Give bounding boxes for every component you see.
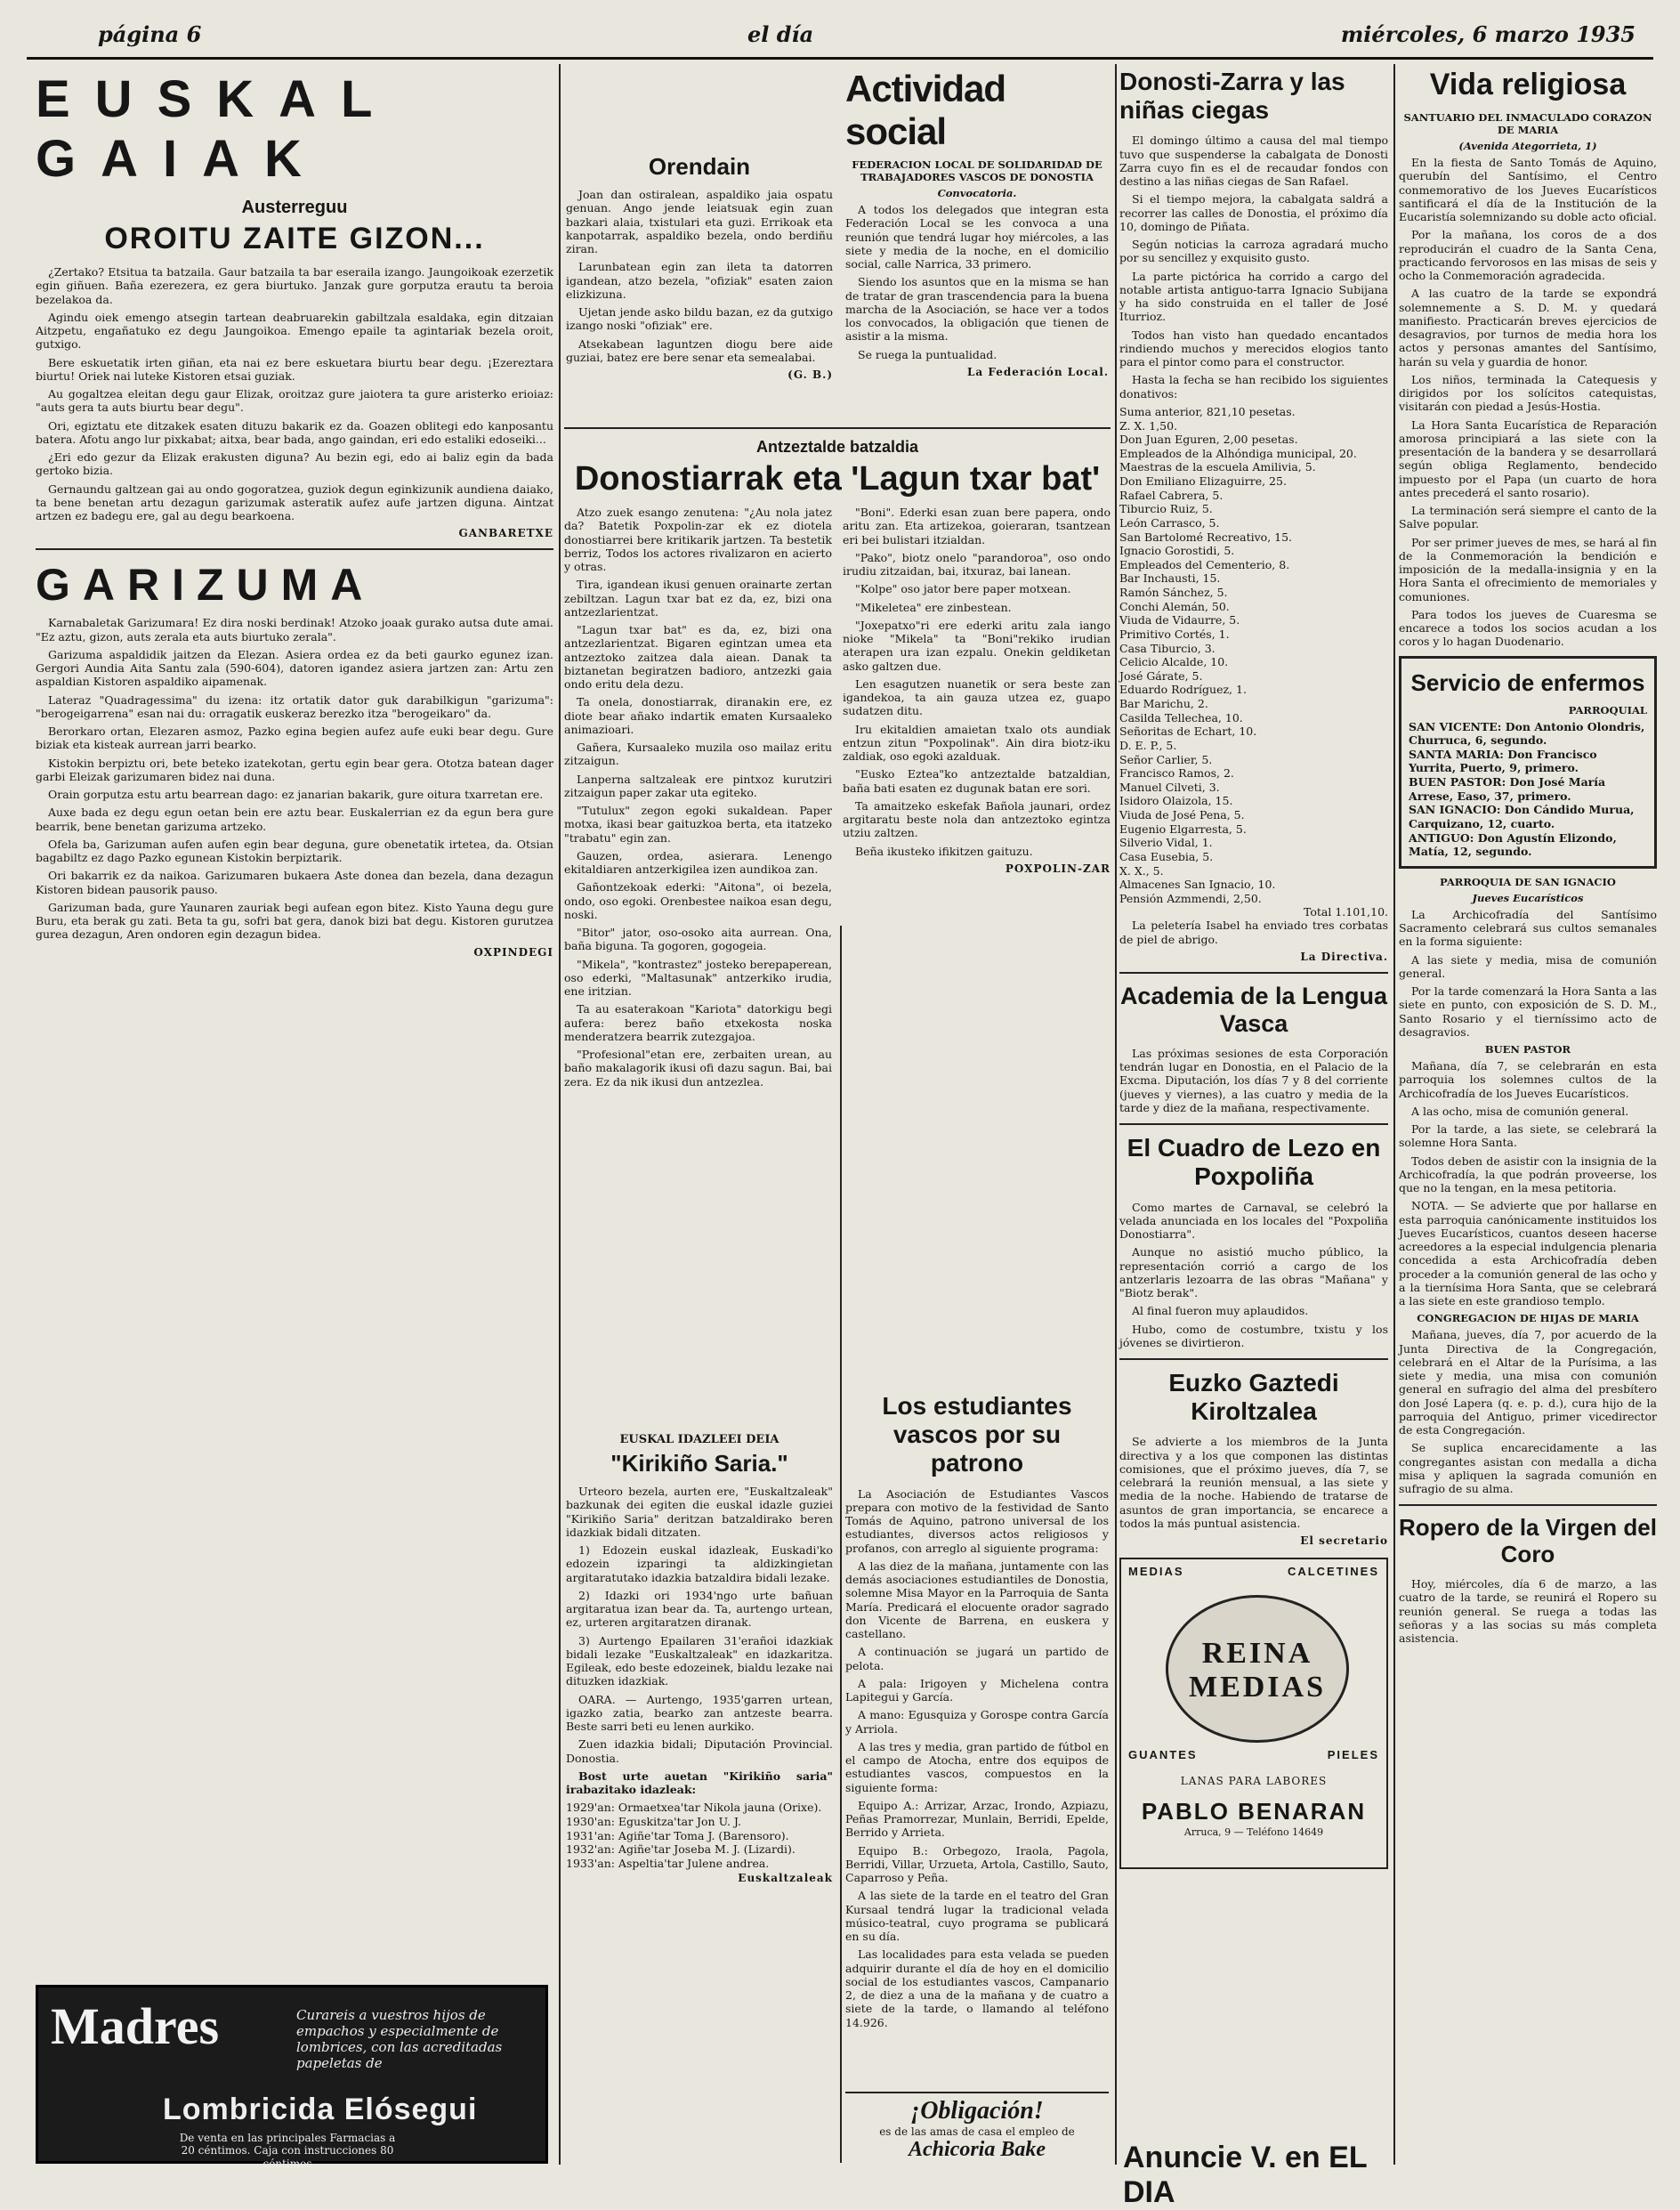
article-byline: Austerreguu: [241, 198, 348, 217]
list-item: Pensión Azmmendi, 2,50.: [1119, 891, 1262, 905]
article-headline: El Cuadro de Lezo en Poxpoliña: [1127, 1134, 1381, 1191]
paragraph: "Boni". Ederki esan zuan bere papera, ondo aritu zan. Eta artizekoa, goieraran, tsantzean eri bei bulistari itzialdan.: [843, 506, 1111, 546]
article-kicker: FEDERACION LOCAL DE SOLIDARIDAD DE TRABAJADORES VASCOS DE DONOSTIA: [852, 158, 1102, 183]
paragraph: Atsekabean laguntzen diogu bere aide guziai, batez ere bere senar eta semealabai.: [566, 336, 833, 364]
anuncie-banner: Anuncie V. en EL DIA: [1123, 2141, 1367, 2209]
left-column: [564, 506, 832, 1093]
list-item: Señor Carlier, 5.: [1119, 752, 1213, 766]
paragraph: Todos han visto han quedado encantados rindiendo muchos y merecidos elogios tanto para el pintor como para el constructor.: [1119, 328, 1388, 369]
article-kicker: SANTUARIO DEL INMACULADO CORAZON DE MARIA: [1403, 111, 1652, 137]
list-item: 1929'an: Ormaetxea'tar Nikola jauna (Orixe).: [566, 1801, 822, 1815]
paragraph: Kistokin berpiztu ori, bete beteko izatekotan, gertu egin bear gera. Ototza batean dager garbi Eleizak garizumaren bidez nai duna.: [36, 756, 553, 783]
paragraph: "Eusko Eztea"ko antzeztalde batzaldian, baña bati esaten ez dugunak batan ere sori.: [843, 767, 1111, 795]
article-signature: La Directiva.: [1300, 950, 1388, 963]
paragraph: Siendo los asuntos que en la misma se han de tratar de gran trascendencia para la buena marcha de la Asociación, se hace ver a todos los convocados, la obligación que tienen de asistir a la misma.: [845, 275, 1109, 344]
list-item: Celicio Alcalde, 10.: [1119, 655, 1229, 669]
list-item: Casa Eusebia, 5.: [1119, 849, 1214, 863]
article-headline: Los estudiantes vascos por su patrono: [882, 1392, 1072, 1477]
ad-text: es de las amas de casa el empleo de: [879, 2125, 1075, 2138]
list-item: Casa Tiburcio, 3.: [1119, 641, 1216, 655]
paragraph: Ujetan jende asko bildu bazan, ez da gutxigo izango noski "ofiziak" ere.: [566, 305, 833, 333]
column-four: [1119, 64, 1388, 2174]
ad-brand: Achicoria Bake: [909, 2138, 1046, 2161]
list-item: Manuel Cilveti, 3.: [1119, 780, 1220, 794]
winners-list: [566, 1801, 833, 1870]
paragraph: Como martes de Carnaval, se celebró la velada anunciada en los locales del "Poxpoliña Donostiarra".: [1119, 1200, 1388, 1242]
list-item: Isidoro Olaizola, 15.: [1119, 794, 1233, 808]
list-item: Don Emiliano Elizaguirre, 25.: [1119, 474, 1287, 488]
paragraph: En la fiesta de Santo Tomás de Aquino, querubín del Santísimo, el Centro conmemorativo de los Jueves Eucarísticos santificará el día de la Institución de la Eucaristía solemnizando su doble acto oficial.: [1399, 156, 1657, 224]
paragraph: La Archicofradía del Santísimo Sacramento celebrará sus cultos semanales en la forma siguiente:: [1399, 907, 1657, 949]
paragraph: La peletería Isabel ha enviado tres corbatas de piel de abrigo.: [1119, 919, 1388, 946]
paragraph: Atzo zuek esango zenutena: "¿Au nola jatez da? Batetik Poxpolin-zar ek ez diotela donostiarrei bere kritikarik jartzen. Ta bestetik berriz, Todos los actores rivalizaron en acierto y otras.: [564, 506, 832, 573]
paragraph: 3) Aurtengo Epailaren 31'erañoi idazkiak bidali lezake "Euskaltzaleak" en idazkaritza. Egileak, edo beste edozeinek, bialdu lezake nai dituzken idazkiak.: [566, 1633, 833, 1688]
list-item: San Bartolomé Recreativo, 15.: [1119, 530, 1293, 544]
newspaper-name: el día: [747, 21, 814, 47]
paragraph: "Mikela", "kontrastez" josteko berepaperean, oso ederki, "Maltasunak" antzerkiko irudia, ene iritzian.: [564, 957, 832, 998]
paragraph: Todos deben de asistir con la insignia de la Archicofradía, la que podrán proveerse, los que no la tengan, en la mesa petitoria.: [1399, 1154, 1657, 1195]
list-item: Bar Inchausti, 15.: [1119, 571, 1221, 586]
divider: [1119, 1358, 1388, 1360]
list-item: Empleados del Cementerio, 8.: [1119, 557, 1290, 571]
box-kicker: PARROQUIAL: [1568, 703, 1647, 716]
column-rule: [1393, 64, 1395, 2165]
paragraph: Lanperna saltzaleak ere pintxoz kurutziri zitzaigun paper zakar uta egiteko.: [564, 772, 832, 799]
paragraph: Ori bakarrik ez da naikoa. Garizumaren bukaera Aste donea dan bezela, dana dezagun Kistoren bidean pausorik pauso.: [36, 869, 553, 896]
ad-brand: Lombricida Elósegui: [163, 2093, 478, 2126]
column-euskal-gaiak: [36, 64, 553, 1978]
paragraph: Orain gorputza estu artu bearrean dago: ez janarian bakarik, gure oitura txarretan ere.: [48, 788, 544, 801]
list-item: Viuda de Vidaurre, 5.: [1119, 613, 1240, 627]
paragraph: Gernaundu galtzean gai au ondo gogoratzea, guziok degun eginkizunik aundiena daiako, ta bene benetan artu dezagun garizumak asteratik aufez aufe jartzen diguna. Aintzat artzen ez badegu ere, gal au degu bearkoena.: [36, 482, 553, 522]
paragraph: Se suplica encarecidamente a las congregantes asistan con medalla a dicha misa y apliquen la sagrada comunión en sufragio de su alma.: [1399, 1441, 1657, 1496]
paragraph: Si el tiempo mejora, la cabalgata saldrá a recorrer las calles de Donostia, el próximo día 10, domingo de Piñata.: [1119, 192, 1388, 233]
paragraph: A las ocho, misa de comunión general.: [1411, 1104, 1629, 1118]
article-headline: Orendain: [648, 153, 751, 180]
list-item: Empleados de la Alhóndiga municipal, 20.: [1119, 446, 1357, 460]
list-item: Z. X. 1,50.: [1119, 418, 1178, 433]
list-item: Silverio Vidal, 1.: [1119, 836, 1213, 850]
ad-headline: ¡Obligación!: [910, 2097, 1044, 2125]
list-item: 1933'an: Aspeltia'tar Julene andrea.: [566, 1856, 770, 1870]
article-signature: El secretario: [1300, 1534, 1388, 1548]
paragraph: A las tres y media, gran partido de fútbol en el campo de Atocha, entre dos equipos de estudiantes vascos, compuestos en la siguiente forma:: [845, 1739, 1109, 1794]
list-item: Almacenes San Ignacio, 10.: [1119, 878, 1276, 892]
paragraph: Bost urte auetan "Kirikiño saria" irabazitako idazleak:: [566, 1769, 833, 1796]
paragraph: Los niños, terminada la Catequesis y dirigidos por los solícitos catequistas, visitarán con piedad a Jesús-Hostia.: [1399, 372, 1657, 414]
list-item: Maestras de la escuela Amilivia, 5.: [1119, 460, 1316, 474]
two-column-body: [564, 506, 1111, 1093]
paragraph: Al final fueron muy aplaudidos.: [1132, 1304, 1309, 1318]
article-body: [36, 616, 553, 941]
paragraph: "Joxepatxo"ri ere ederki aritu zala iango nioke "Mikela" ta "Boni"rekiko irudian aterapen ura izan ezpalu. Onekin geldiketan asko galtzen due.: [843, 618, 1111, 673]
list-item: Primitivo Cortés, 1.: [1119, 627, 1230, 641]
list-item: Ignacio Gorostidi, 5.: [1119, 544, 1235, 558]
paragraph: Garizuma aspaldidik jaitzen da Elezan. Asiera ordea ez da beti gaurko egunez izan. Gergori Aundia Aita Santu zala (590-604), datoren igandez asiera jartzen zan: Artu zen aspaldian Kistoren aspaldiko aipamenak.: [36, 647, 553, 689]
paragraph: Las localidades para esta velada se pueden adquirir durante el día de hoy en el domicilio social de los estudiantes vascos, Campanario 2, de diez a una de la mañana y de cuatro a siete de la tarde, o llamando al teléfono 14.926.: [845, 1947, 1109, 2029]
paragraph: Larunbatean egin zan ileta ta datorren igandean, atzo bezela, "ofiziak" esaten zaion elizkizuna.: [566, 260, 833, 301]
paragraph: A pala: Irigoyen y Michelena contra Lapitegui y García.: [845, 1676, 1109, 1704]
article-headline: Actividad social: [845, 68, 1006, 152]
paragraph: Las próximas sesiones de esta Corporación tendrán lugar en Donostia, en el Palacio de la Excma. Diputación, los días 7 y 8 del corriente (jueves y viernes), a las cuatro y media de la tarde y diez de la mañana, respectivamente.: [1119, 1046, 1388, 1114]
paragraph: Tira, igandean ikusi genuen orainarte zertan zebiltzan. Lagun txar bat ez da, ez, bizi ona antzezlarientzat.: [564, 578, 832, 619]
paragraph: "Profesional"etan ere, zerbaiten urean, au baño makalagorik ikusi ofi dazu sagun. Bai, bai zera. Ez da nik ikusi dun antzezlea.: [564, 1048, 832, 1089]
paragraph: "Mikeletea" ere zinbestean.: [855, 600, 1012, 614]
article-signature: POXPOLIN-ZAR: [1005, 862, 1111, 875]
list-item: Don Juan Eguren, 2,00 pesetas.: [1119, 433, 1298, 447]
ad-text: LANAS PARA LABORES: [1180, 1775, 1328, 1788]
list-item: X. X., 5.: [1119, 863, 1164, 878]
paragraph: Zuen idazkia bidali; Diputación Provincial. Donostia.: [566, 1737, 833, 1765]
article-donostiarrak: [564, 427, 1111, 1388]
ad-footnote: De venta en las principales Farmacias a 20 céntimos. Caja con instrucciones 80 céntimos: [179, 2132, 396, 2170]
paragraph: Len esagutzen nuanetik or sera beste zan igandekoa, ta ain gauza utzea ez, guapo sudatzen ditu.: [843, 676, 1111, 718]
list-item: Señoritas de Echart, 10.: [1119, 725, 1257, 739]
paragraph: Ta onela, donostiarrak, diranakin ere, ez diote bear añako indartik ematen Kursaaleko animazioari.: [564, 695, 832, 736]
list-item: SAN IGNACIO: Don Cándido Murua, Carquizano, 12, cuarto.: [1409, 803, 1635, 830]
article-estudiantes: [845, 1388, 1109, 2092]
paragraph: Gañontzekoak ederki: "Aitona", oi bezela, ondo, oso egoki. Orenbestee naikoa esan degu, noski.: [564, 880, 832, 921]
list-item: 1931'an: Agiñe'tar Toma J. (Barensoro).: [566, 1828, 789, 1842]
paragraph: NOTA. — Se advierte que por hallarse en esta parroquia canónicamente instituidos los Jueves Eucarísticos, cuantos deseen hacerse acreedores a la especial indulgencia plenaria concedida a esta Archicofradía deben proceder a la comunión general de las ocho y a la tiernísima Hora Santa, que se celebrará a las siete en este grandioso templo.: [1399, 1199, 1657, 1308]
masthead: [27, 18, 1653, 60]
column-rule: [1115, 64, 1117, 2165]
list-item: Casilda Tellechea, 10.: [1119, 710, 1243, 725]
paragraph: Au gogaltzea eleitan degu gaur Elizak, oroitzaz gure jaiotera ta gure aristerko erioiaz: "auts gera ta auts biurtu bear degu".: [36, 387, 553, 415]
list-item: SANTA MARIA: Don Francisco Yurrita, Puerto, 9, primero.: [1409, 747, 1597, 775]
ad-text: Curareis a vuestros hijos de empachos y especialmente de lombrices, con las acreditadas papeletas de: [296, 2007, 503, 2071]
paragraph: Ofela ba, Garizuman aufen aufen egin bear deguna, gure obenetatik irtetea, da. Otsian bagabiltz ez dago Pazko egunean Kistokin berpiztarik.: [36, 837, 553, 864]
paragraph: Auxe bada ez degu egun oetan bein ere aztu bear. Euskalerrian ez da egun bera gure bearrik, bene benetan garizuma artzeko.: [36, 805, 553, 833]
paragraph: A las cuatro de la tarde se expondrá solemnemente a S. D. M. y quedará manifiesto. Practicarán breves ejercicios de desagravios, por turnos de media hora los actos y personas amantes del Santísimo, harán su vela y guardia de honor.: [1399, 287, 1657, 368]
paragraph: "Lagun txar bat" es da, ez, bizi ona antzezlarientzat. Bigaren egintzan umea eta antzeztoko zaitzea dala aiean. Danak ta biztanetan begiratzen badioro, antzezki gaia ondo eritu dela dezu.: [564, 623, 832, 691]
article-kicker: EUSKAL IDAZLEEI DEIA: [619, 1433, 779, 1446]
article-headline: "Kirikiño Saria.": [610, 1450, 788, 1477]
paragraph: Hasta la fecha se han recibido los siguientes donativos:: [1119, 373, 1388, 401]
article-kicker: Antzeztalde batzaldia: [755, 438, 919, 456]
article-headline: Academia de la Lengua Vasca: [1119, 982, 1388, 1037]
issue-date: miércoles, 6 marzo 1935: [1340, 21, 1636, 47]
article-headline: OROITU ZAITE GIZON...: [104, 222, 485, 255]
reina-medias-logo: REINA MEDIAS: [1166, 1595, 1349, 1743]
ad-title: Madres: [51, 1997, 220, 2055]
paragraph: Iru ekitaldien amaietan txalo ots aundiak entzun zitun "Poxpolinak". Ain dira biotz-iku zaldiak, oso egoki azalduak.: [843, 722, 1111, 763]
paragraph: La parte pictórica ha corrido a cargo del notable artista antiguo-tarra Ignacio Subijana y ha sido construida en el taller de José Iturrioz.: [1119, 269, 1388, 324]
paragraph: "Tutulux" zegon egoki sukaldean. Paper motxa, ikasi bear gaituzkoa berta, eta itatzeko "trabatu" egin zan.: [564, 804, 832, 845]
servicio-enfermos-box: [1399, 656, 1657, 869]
article-orendain: [566, 64, 833, 420]
paragraph: La Hora Santa Eucarística de Reparación amorosa principiará a las siete con la presentación de la bandera y se desarrollará según obliga Reglamento, bendecido impuesto por el Papa (un cuarto de hora antes precederá el santo rosario).: [1399, 417, 1657, 499]
paragraph: Para todos los jueves de Cuaresma se encarece a todos los socios acudan a los coros y lo hagan Duodenario.: [1399, 607, 1657, 649]
list-item: SAN VICENTE: Don Antonio Olondris, Churruca, 6, segundo.: [1409, 719, 1645, 748]
paragraph: Bere eskuetatik irten giñan, eta nai ez bere eskuetara biurtu bear degu. ¡Ezereztara biurtu! Oriek nai luteke Kistoren etsai guziak.: [36, 355, 553, 383]
list-item: BUEN PASTOR: Don José María Arrese, Easo, 37, primero.: [1409, 775, 1606, 803]
list-item: León Carrasco, 5.: [1119, 515, 1220, 530]
article-headline: Euzko Gaztedi Kiroltzalea: [1168, 1369, 1339, 1426]
page-number: página 6: [98, 21, 202, 47]
list-item: Conchi Alemán, 50.: [1119, 599, 1230, 613]
list-item: Viuda de José Pena, 5.: [1119, 808, 1245, 822]
article-subhead: (Avenida Ategorrieta, 1): [1458, 140, 1597, 153]
paragraph: Mañana, jueves, día 7, por acuerdo de la Junta Directiva de la Congregación, celebrará en el Altar de la Purísima, a las siete y media, una misa con comunión general en sufragio del alma del presbítero don José Lapera (q. e. p. d.), cura hijo de la parroquia del Antiguo, primer vicedirector de esta Congregación.: [1399, 1328, 1657, 1437]
divider: [36, 548, 553, 550]
list-item: Rafael Cabrera, 5.: [1119, 488, 1224, 502]
paragraph: Karnabaletak Garizumara! Ez dira noski berdinak! Atzoko joaak gurako autsa dute amai. "Ez aztu, gizon, auts zerala eta auts biurtuko zerala".: [36, 616, 553, 644]
paragraph: 2) Idazki ori 1934'ngo urte bañuan argitaratua izan bear da. Ta, aurtengo urtean, ez, urteren argitaratzen diranak.: [566, 1588, 833, 1630]
paragraph: Se advierte a los miembros de la Junta directiva y a los que componen las distintas comisiones, que el próximo jueves, día 7, se celebrará la reunión mensual, a las siete y media de la noche. Habiendo de tratarse de asuntos de gran importancia, se encarece a todos la más puntual asistencia.: [1119, 1435, 1388, 1530]
list-item: Tiburcio Ruiz, 5.: [1119, 502, 1213, 516]
paragraph: Hoy, miércoles, día 6 de marzo, a las cuatro de la tarde, se reunirá el Ropero su reunión general. Se ruega a todas las señoras y a las socias su más completa asistencia.: [1399, 1577, 1657, 1646]
list-item: Suma anterior, 821,10 pesetas.: [1119, 404, 1296, 418]
paragraph: Ta au esaterakoan "Kariota" datorkigu begi aufera: berez baño etxekosta noska menderatzera bearrik zutezgajoa.: [564, 1002, 832, 1043]
paragraph: A las siete de la tarde en el teatro del Gran Kursaal tendrá lugar la tradicional velada músico-teatral, cuyo programa se publicará en su día.: [845, 1889, 1109, 1944]
article-signature: GANBARETXE: [458, 527, 553, 540]
article-headline: Ropero de la Virgen del Coro: [1399, 1514, 1657, 1568]
ad-label: GUANTES: [1128, 1748, 1198, 1762]
paragraph: Lateraz "Quadragessima" du izena: itz ortatik dator guk darabilkigun "garizuma": "berogeigarrena" esan nai du: orragatik euskeraz berezko itza "berogeikaro" da.: [36, 692, 553, 720]
section-subhead: Jueves Eucarísticos: [1472, 891, 1584, 904]
list-item: Bar Marichu, 2.: [1119, 697, 1208, 710]
divider: [1119, 972, 1388, 974]
list-item: Eugenio Elgarresta, 5.: [1119, 822, 1247, 836]
paragraph: Según noticias la carroza agradará mucho por su sencillez y exquisito gusto.: [1119, 238, 1388, 265]
list-item: Ramón Sánchez, 5.: [1119, 586, 1228, 599]
paragraph: Urteoro bezela, aurten ere, "Euskaltzaleak" bazkunak dei egiten die euskal idazle guziei "Kirikiño Saria" deritzan batzaldirako beren idazkiak bidali ditzaten.: [566, 1485, 833, 1539]
paragraph: ¿Zertako? Etsitua ta batzaila. Gaur batzaila ta bar eseraila izango. Jaungoikoak ezerzetik egin giñuen. Baña ezerezera, ez gera biurtuko. Janzak gure gorputza erautu ta beroia bezelakoa da.: [36, 265, 553, 306]
article-headline: GARIZUMA: [36, 560, 376, 611]
divider: [564, 427, 1111, 429]
article-headline: Donosti-Zarra y las niñas ciegas: [1119, 68, 1345, 125]
paragraph: "Kolpe" oso jator bere paper motxean.: [855, 582, 1071, 596]
paragraph: Agindu oiek emengo atsegin tartean deabruarekin gabiltzala esaldaka, egin ditzaian Aitzpetu, engañatuko ez degu Jaungoikoa. Emengo epaile ta agintariak bezela oroit, gutxigo.: [36, 310, 553, 352]
paragraph: Por ser primer jueves de mes, se hará al fin de la Conmemoración la bendición e imposición de la medalla-insignia y en la Hora Santa el ofrecimiento de memoriales y comuniones.: [1399, 535, 1657, 603]
list-item: Francisco Ramos, 2.: [1119, 766, 1234, 781]
section-subhead: BUEN PASTOR: [1484, 1043, 1571, 1056]
paragraph: ¿Eri edo gezur da Elizak erakusten diguna? Au bezin egi, edo ai baliz egin da bada gertoko bizia.: [36, 450, 553, 478]
right-column: [843, 506, 1111, 1093]
article-body: [36, 265, 553, 522]
paragraph: La terminación será siempre el canto de la Salve popular.: [1399, 504, 1657, 531]
paragraph: Aunque no asistió mucho público, la representación corrió a cargo de los antzerlaris lezoarra de las obras "Mañana" y "Biotz berak".: [1119, 1245, 1388, 1300]
column-five: [1399, 64, 1657, 2174]
article-signature: Euskaltzaleak: [738, 1872, 833, 1885]
donations-list: [1119, 405, 1388, 906]
paragraph: "Bitor" jator, oso-osoko aita aurrean. Ona, baña biguna. Ta gogoren, gogogeia.: [564, 926, 832, 953]
article-headline: Vida religiosa: [1429, 68, 1627, 101]
advertisement-achicoria: [845, 2092, 1109, 2170]
article-signature: (G. B.): [788, 368, 833, 381]
paragraph: A todos los delegados que integran esta Federación Local se les convoca a una reunión que tendrá lugar hoy miércoles, a las siete y media de la noche, en el domicilio social, calle Narrica, 33 primero.: [845, 203, 1109, 271]
paragraph: Equipo A.: Arrizar, Arzac, Irondo, Azpiazu, Peñas Pramorrezar, Munlain, Berridi, Epelde, Berrido y Arrieta.: [845, 1798, 1109, 1840]
article-signature: OXPINDEGI: [473, 945, 553, 959]
ad-label: PIELES: [1327, 1748, 1379, 1762]
column-rule: [559, 64, 561, 2165]
article-headline: Donostiarrak eta 'Lagun txar bat': [574, 460, 1101, 498]
paragraph: La Asociación de Estudiantes Vascos prepara con motivo de la festividad de Santo Tomás de Aquino, patrono universal de los estudiantes, diversos actos religiosos y profanos, con arreglo al siguiente programa:: [845, 1486, 1109, 1555]
paragraph: Beña ikusteko ifikitzen gaituzu.: [855, 844, 1033, 858]
article-actividad-social: [845, 68, 1109, 424]
list-item: ANTIGUO: Don Agustín Elizondo, Matía, 12, segundo.: [1409, 830, 1617, 859]
list-item: D. E. P., 5.: [1119, 738, 1177, 752]
paragraph: Por la tarde, a las siete, se celebrará la solemne Hora Santa.: [1399, 1122, 1657, 1150]
list-item: José Gárate, 5.: [1119, 668, 1203, 683]
paragraph: Por la mañana, los coros de a dos reproducirán el cuadro de la Santa Cena, practicando fervorosos en las misas de seis y ocho la Conmemoración agradecida.: [1399, 228, 1657, 283]
section-kicker: PARROQUIA DE SAN IGNACIO: [1440, 875, 1616, 888]
enfermos-list: [1409, 720, 1647, 859]
list-item: Eduardo Rodríguez, 1.: [1119, 683, 1247, 697]
paragraph: A las siete y media, misa de comunión general.: [1399, 952, 1657, 980]
section-title: EUSKAL GAIAK: [36, 70, 397, 188]
paragraph: Berorkaro ortan, Elezaren asmoz, Pazko egina begien aufez aufe euki bear degu. Gure biziak eta kisteak aurrean jarri bearko.: [36, 725, 553, 752]
paragraph: Gauzen, ordea, asierara. Lenengo ekitaldiaren antzerkigilea izen aundikoa zan.: [564, 848, 832, 876]
section-subhead: CONGREGACION DE HIJAS DE MARIA: [1417, 1312, 1639, 1325]
ad-address: Arruca, 9 — Teléfono 14649: [1183, 1826, 1324, 1839]
paragraph: Ori, egiztatu ete ditzakek esaten dituzu bakarik ez da. Goazen oblitegi edo kanposantu batera. Afotu ango lur pixkabat; aitxa, bear bada, ango gaindan, eri edo estaliki edoseiki...: [36, 418, 553, 446]
divider: [1119, 1123, 1388, 1125]
paragraph: Mañana, día 7, se celebrarán en esta parroquia los solemnes cultos de la Archicofradía de los Jueves Eucarísticos.: [1399, 1059, 1657, 1100]
donations-total: Total 1.101,10.: [1304, 905, 1388, 919]
paragraph: A mano: Egusquiza y Gorospe contra García y Arriola.: [845, 1708, 1109, 1736]
list-item: 1930'an: Eguskitza'tar Jon U. J.: [566, 1814, 741, 1828]
ad-label: MEDIAS: [1128, 1565, 1184, 1579]
ad-brand: PABLO BENARAN: [1141, 1798, 1367, 1825]
paragraph: El domingo último a causa del mal tiempo tuvo que suspenderse la cabalgata de Donosti Zarra cuyo fin es el de recaudar fondos con destino a las niñas ciegas de San Rafael.: [1119, 134, 1388, 189]
paragraph: A las diez de la mañana, juntamente con las demás asociaciones estudiantiles de Donostia, solemne Misa Mayor en la Parroquia de Santa María. Predicará el elocuente orador sagrado don Vicente de Barrena, en euskera y castellano.: [845, 1558, 1109, 1641]
article-signature: La Federación Local.: [966, 365, 1109, 378]
advertisement-madres: [36, 1985, 548, 2170]
paragraph: Garizuman bada, gure Yaunaren zauriak begi aufean egon bitez. Kisto Yauna degu gure Buru, eta berak gu zati. Beta ta gu, sofri bat gera, danok bizi bat degu. Kistoren gurutzea gurea dezagun, Aren ondoren egin dezagun bidea.: [36, 900, 553, 942]
divider: [1399, 1504, 1657, 1506]
paragraph: "Pako", biotz onelo "parandoroa", oso ondo irudiu zitzaidan, bai, itxuraz, bai lanean.: [843, 550, 1111, 578]
box-headline: Servicio de enfermos: [1410, 668, 1645, 696]
paragraph: Gañera, Kursaaleko muzila oso mailaz eritu zitzaigun.: [564, 741, 832, 768]
paragraph: Hubo, como de costumbre, txistu y los jóvenes se divirtieron.: [1119, 1322, 1388, 1349]
ad-label: CALCETINES: [1287, 1565, 1379, 1579]
article-kirikino: [566, 1424, 833, 2163]
paragraph: Joan dan ostiralean, aspaldiko jaia ospatu genuan. Ango jende leiatsuak egin zuan bazkari alaia, txistulari eta guzi. Errikoak eta kanpotarrak, aspaldiko bezela, ondo berdiñu ziran.: [566, 188, 833, 255]
article-subhead: Convocatoria.: [937, 187, 1017, 199]
paragraph: Equipo B.: Orbegozo, Iraola, Pagola, Berridi, Villar, Urzueta, Artola, Castillo, Sauto, Caparroso y Peña.: [845, 1843, 1109, 1885]
paragraph: 1) Edozein euskal idazleak, Euskadi'ko edozein izparingi ta aldizkingietan argitaratutako idazkia batzaldira bidali lezake.: [566, 1543, 833, 1584]
paragraph: Se ruega la puntualidad.: [858, 347, 998, 361]
paragraph: OARA. — Aurtengo, 1935'garren urtean, igazko zatia, bearko zan antzeste bearra. Beste sarri beti eu lenen aurkiko.: [566, 1692, 833, 1733]
advertisement-reina-medias: [1119, 1558, 1388, 1869]
paragraph: A continuación se jugará un partido de pelota.: [845, 1645, 1109, 1672]
list-item: 1932'an: Agiñe'tar Joseba M. J. (Lizardi).: [566, 1842, 796, 1857]
paragraph: Por la tarde comenzará la Hora Santa a las siete en punto, con exposición de S. D. M., Santo Rosario y el tierníssimo acto de desagravios.: [1399, 984, 1657, 1039]
paragraph: Ta amaitzeko eskefak Bañola jaunari, ordez argitaratu beste nola dan antzeztoko egintza utziu zaltzen.: [843, 798, 1111, 840]
